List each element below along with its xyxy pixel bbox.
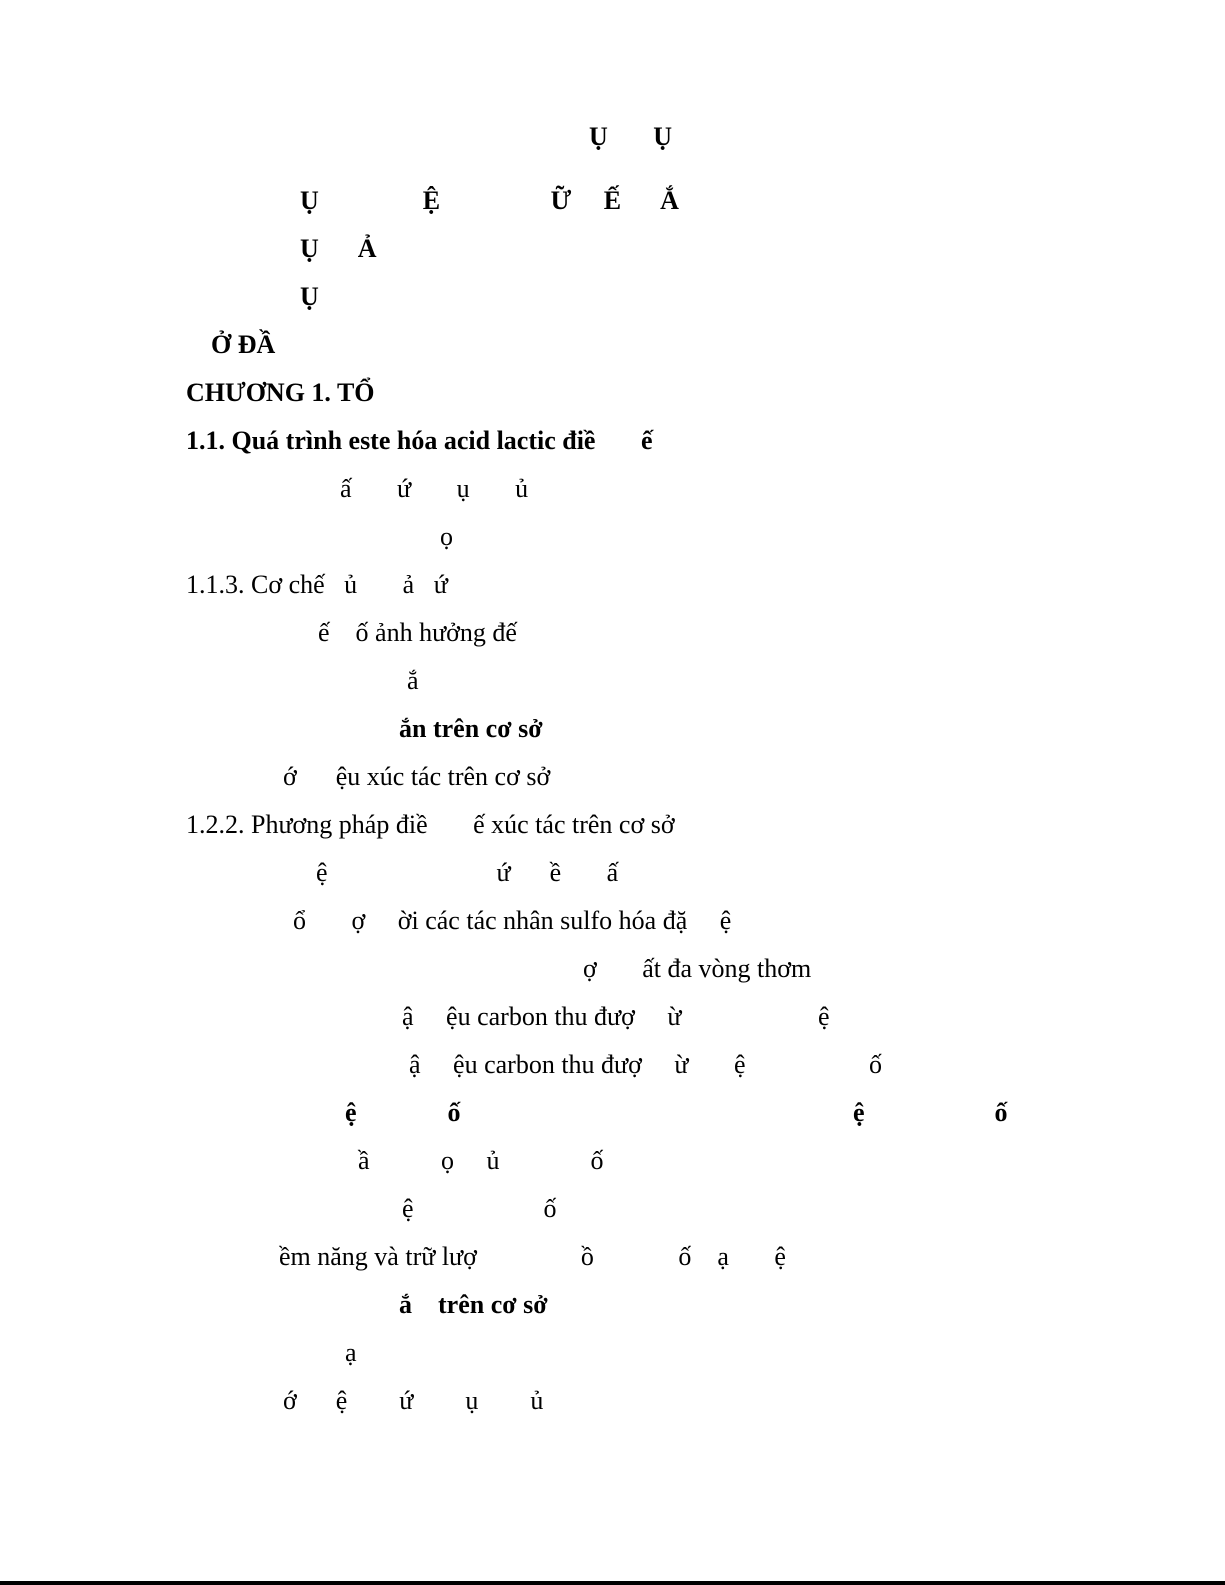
toc-line: ầ ọ ủ ố bbox=[358, 1146, 604, 1175]
toc-line: ậ ệu carbon thu đượ ừ ệ bbox=[402, 1002, 830, 1031]
toc-line: ọ bbox=[440, 522, 453, 551]
toc-line: ạ bbox=[345, 1338, 357, 1367]
toc-line: ệ ố bbox=[345, 1098, 461, 1127]
toc-section-heading: ắ trên cơ sở bbox=[399, 1290, 548, 1319]
toc-section-heading: 1.1. Quá trình este hóa acid lactic điề ế bbox=[186, 426, 653, 455]
toc-line: Ụ Ả bbox=[300, 234, 377, 263]
toc-line: ớ ệ ứ ụ ủ bbox=[283, 1386, 544, 1415]
page-bottom-border bbox=[0, 1581, 1225, 1585]
toc-line: ệ ố bbox=[402, 1194, 557, 1223]
toc-line: ớ ệu xúc tác trên cơ sở bbox=[283, 762, 551, 791]
toc-line: ế ố ảnh hưởng đế bbox=[318, 618, 517, 647]
toc-line: ổ ợ ời các tác nhân sulfo hóa đặ ệ bbox=[293, 906, 732, 935]
toc-line: Ở ĐẦ bbox=[211, 330, 276, 359]
page-title: Ụ Ụ bbox=[589, 122, 673, 151]
toc-line: ềm năng và trữ lượ ồ ố ạ ệ bbox=[279, 1242, 786, 1271]
toc-line: 1.1.3. Cơ chế ủ ả ứ bbox=[186, 570, 448, 599]
toc-line: 1.2.2. Phương pháp điề ế xúc tác trên cơ sở bbox=[186, 810, 675, 839]
toc-line: ắ bbox=[407, 666, 419, 695]
toc-line: ấ ứ ụ ủ bbox=[340, 474, 529, 503]
toc-section-heading: ắn trên cơ sở bbox=[399, 714, 543, 743]
toc-line: Ụ bbox=[300, 282, 319, 311]
toc-line: ệ ố bbox=[853, 1098, 1008, 1127]
toc-line: ợ ất đa vòng thơm bbox=[583, 954, 812, 983]
toc-chapter-heading: CHƯƠNG 1. TỔ bbox=[186, 378, 375, 407]
toc-line: Ụ Ệ Ữ Ế Ắ bbox=[300, 186, 679, 215]
toc-line: ậ ệu carbon thu đượ ừ ệ ố bbox=[409, 1050, 883, 1079]
toc-line: ệ ứ ề ấ bbox=[316, 858, 619, 887]
